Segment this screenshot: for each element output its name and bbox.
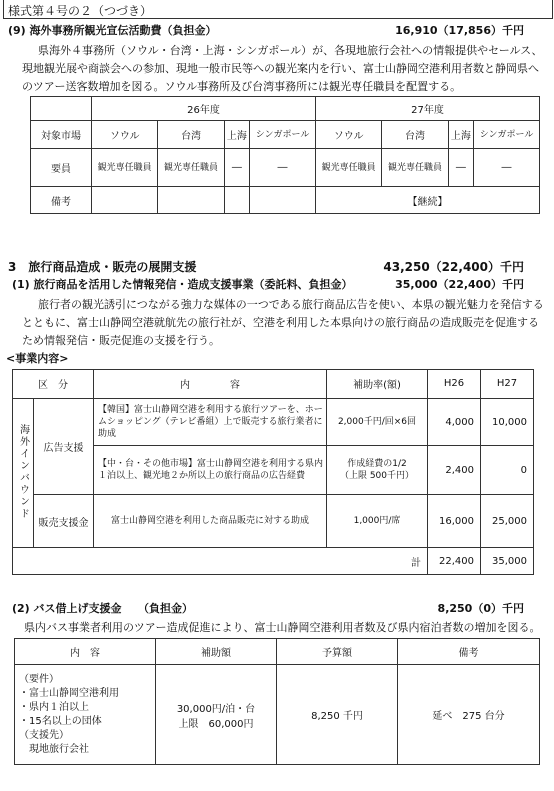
sec9-amount: 16,910（17,856）千円 — [395, 24, 524, 37]
subsidy-line1: 30,000円/泊・台 — [176, 703, 256, 715]
market-cell: 上海 — [224, 121, 249, 149]
market-cell: シンガポール — [250, 121, 316, 149]
market-row-label: 対象市場 — [31, 121, 92, 149]
sales-rate: 1,000円/席 — [327, 495, 428, 548]
sales-content: 富士山静岡空港を利用した商品販売に対する助成 — [94, 495, 327, 548]
subsidy-line2: 上限 60,000円 — [178, 718, 254, 730]
ad1-rate: 2,000千円/回×6回 — [327, 398, 428, 446]
group-label-cell — [13, 398, 34, 548]
requirement-line: ・県内１泊以上 — [19, 701, 89, 713]
requirement-line: （要件） — [19, 673, 59, 685]
sec2-body: 県内バス事業者利用のツアー造成促進により、富士山静岡空港利用者数及び県内宿泊者数の増加を図る。 — [24, 621, 541, 634]
h-rate: 補助率(額) — [327, 370, 428, 399]
empty-cell — [250, 187, 316, 214]
total-h26: 22,400 — [428, 548, 481, 575]
ad2-rate-line1: 作成経費の1/2 — [347, 459, 407, 470]
sec9-body-1: 県海外４事務所（ソウル・台湾・上海・シンガポール）が、各現地旅行会社への情報提供やセールス、 — [38, 44, 543, 57]
sec2-amount: 8,250（0）千円 — [437, 602, 524, 615]
h-h27: H27 — [481, 370, 534, 399]
empty-cell — [224, 187, 249, 214]
ad2-content: 【中・台・その他市場】富士山静岡空港を利用する県内１泊以上、観光地２か所以上の旅行商品の広告経費 — [94, 446, 327, 495]
ad1-h26: 4,000 — [428, 398, 481, 446]
staff-row-label: 要員 — [31, 149, 92, 187]
empty-cell — [31, 97, 92, 121]
ad2-h26: 2,400 — [428, 446, 481, 495]
staff-cell: ― — [224, 149, 249, 187]
form-header-text: 様式第４号の２（つづき） — [8, 4, 153, 18]
market-cell: 台湾 — [382, 121, 448, 149]
form-header — [3, 0, 553, 19]
year27-header: 27年度 — [315, 97, 539, 121]
ad-label: 広告支援 — [34, 398, 94, 495]
ad2-rate-line2: （上限 500千円） — [339, 471, 415, 482]
sec3-title: 3 旅行商品造成・販売の展開支援 — [8, 260, 197, 274]
sales-h26: 16,000 — [428, 495, 481, 548]
sec3-sub1-title: (1) 旅行商品を活用した情報発信・造成支援事業（委託料、負担金） — [12, 278, 353, 291]
h-budget: 予算額 — [277, 639, 398, 665]
sales-h27: 25,000 — [481, 495, 534, 548]
note-row-label: 備考 — [31, 187, 92, 214]
market-cell: 上海 — [448, 121, 473, 149]
h-subsidy: 補助額 — [156, 639, 277, 665]
sec3-table — [12, 369, 534, 575]
subsidy-cell — [156, 665, 277, 765]
sales-label: 販売支援金 — [34, 495, 94, 548]
requirements-cell — [15, 665, 156, 765]
staff-cell: 観光専任職員 — [158, 149, 224, 187]
ad1-content: 【韓国】富士山静岡空港を利用する旅行ツアーを、ホームショッピング（テレビ番組）上で販売する旅行業者に助成 — [94, 398, 327, 446]
empty-cell — [158, 187, 224, 214]
h-content2: 内 容 — [15, 639, 156, 665]
requirement-line: ・15名以上の団体 — [19, 715, 102, 727]
ad1-h27: 10,000 — [481, 398, 534, 446]
market-cell: シンガポール — [474, 121, 540, 149]
content-label: <事業内容> — [6, 352, 69, 365]
market-cell: ソウル — [315, 121, 381, 149]
staff-cell: ― — [474, 149, 540, 187]
year26-header: 26年度 — [92, 97, 316, 121]
empty-cell — [92, 187, 158, 214]
h-content: 内 容 — [94, 370, 327, 399]
requirement-line: ・富士山静岡空港利用 — [19, 687, 119, 699]
market-cell: 台湾 — [158, 121, 224, 149]
sec3-amount: 43,250（22,400）千円 — [383, 260, 524, 274]
staff-cell: 観光専任職員 — [315, 149, 381, 187]
market-cell: ソウル — [92, 121, 158, 149]
sec3-body-1: 旅行者の観光誘引につながる強力な媒体の一つである旅行商品広告を使い、本県の観光魅力を発信する — [38, 298, 544, 311]
staff-cell: 観光専任職員 — [382, 149, 448, 187]
requirement-line: （支援先） — [19, 729, 69, 741]
note2-cell: 延べ 275 台分 — [398, 665, 540, 765]
sec3-sub1-amount: 35,000（22,400）千円 — [395, 278, 524, 291]
sec3-body-3: ため情報発信・販売促進の支援を行う。 — [22, 334, 220, 347]
sec9-body-2: 現地観光展や商談会への参加、現地一般市民等への観光案内を行い、富士山静岡空港利用者数と静岡県へ — [22, 62, 539, 75]
sec2-table — [14, 638, 540, 765]
h-note2: 備考 — [398, 639, 540, 665]
total-h27: 35,000 — [481, 548, 534, 575]
ad2-rate — [327, 446, 428, 495]
sec9-table — [30, 96, 540, 214]
budget-cell: 8,250 千円 — [277, 665, 398, 765]
staff-cell: ― — [250, 149, 316, 187]
h-h26: H26 — [428, 370, 481, 399]
sec3-body-2: とともに、富士山静岡空港就航先の旅行社が、空港を利用した本県向けの旅行商品の造成販売を促進する — [22, 316, 539, 329]
staff-cell: 観光専任職員 — [92, 149, 158, 187]
h-category: 区 分 — [13, 370, 94, 399]
total-label: 計 — [13, 548, 428, 575]
ad2-h27: 0 — [481, 446, 534, 495]
group-label: 海外インバウンド — [17, 423, 29, 520]
note27-cell: 【継続】 — [315, 187, 539, 214]
requirement-line: 現地旅行会社 — [19, 743, 89, 755]
sec9-title: (9) 海外事務所観光宣伝活動費（負担金） — [8, 24, 217, 37]
staff-cell: ― — [448, 149, 473, 187]
sec2-title: (2) バス借上げ支援金 （負担金） — [12, 602, 194, 615]
sec9-body-3: のツアー送客数増加を図る。ソウル事務所及び台湾事務所には観光専任職員を配置する。 — [22, 80, 462, 93]
